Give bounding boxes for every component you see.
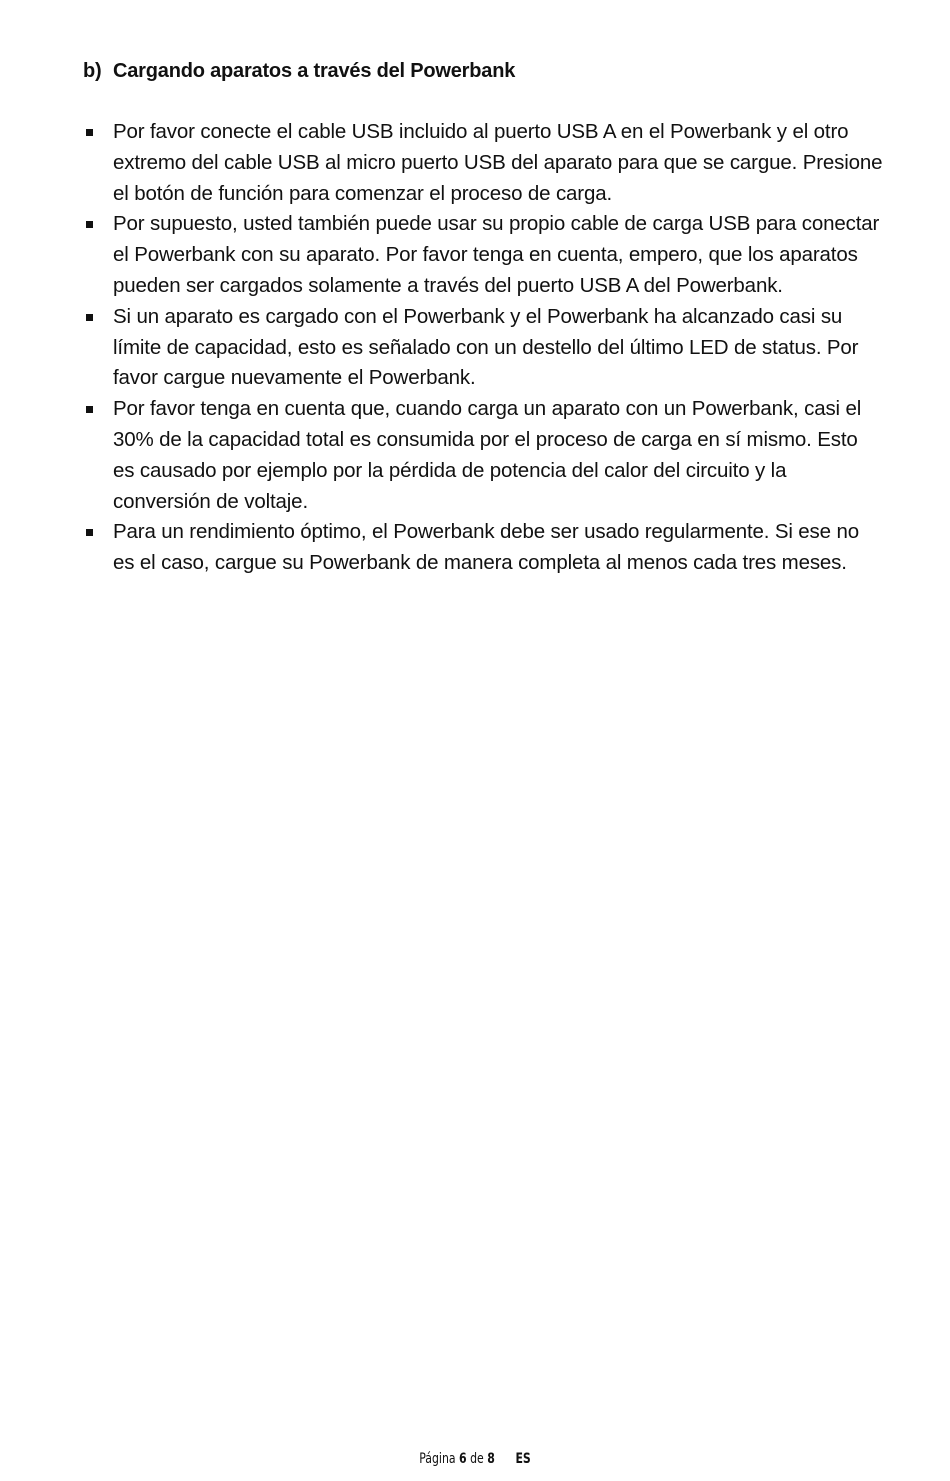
bullet-square-icon bbox=[86, 314, 93, 321]
bullet-list bbox=[83, 117, 883, 579]
current-page-number: 6 bbox=[459, 1451, 467, 1467]
section-heading bbox=[83, 56, 883, 87]
list-item-text: Para un rendimiento óptimo, el Powerbank debe ser usado regularmente. Si ese no es el caso, cargue su Powerbank de manera completa al menos cada tres meses. bbox=[113, 520, 859, 575]
list-item-text: Por favor conecte el cable USB incluido al puerto USB A en el Powerbank y el otro extremo del cable USB al micro puerto USB del aparato para que se cargue. Presione el botón de función para comenzar el proceso de carga. bbox=[113, 120, 883, 205]
page-label: Página bbox=[419, 1451, 456, 1467]
list-item bbox=[83, 517, 883, 579]
page-footer bbox=[105, 1449, 846, 1469]
list-item-text: Si un aparato es cargado con el Powerbank y el Powerbank ha alcanzado casi su límite de capacidad, esto es señalado con un destello del último LED de status. Por favor cargue nuevamente el Powerbank. bbox=[113, 304, 859, 390]
bullet-square-icon bbox=[86, 221, 93, 228]
of-label: de bbox=[470, 1451, 484, 1467]
list-item bbox=[83, 209, 883, 301]
list-item bbox=[83, 117, 883, 209]
section-title: Cargando aparatos a través del Powerbank bbox=[113, 60, 516, 82]
bullet-square-icon bbox=[86, 406, 93, 413]
list-item bbox=[83, 394, 883, 517]
total-pages-number: 8 bbox=[487, 1451, 495, 1467]
page-content bbox=[83, 56, 883, 579]
bullet-square-icon bbox=[86, 129, 93, 136]
language-code: ES bbox=[515, 1451, 531, 1467]
list-item-text: Por favor tenga en cuenta que, cuando carga un aparato con un Powerbank, casi el 30% de la capacidad total es consumida por el proceso de carga en sí mismo. Esto es causado por ejemplo por la pérdida de potencia del calor del circuito y la conversión de voltaje. bbox=[113, 397, 862, 513]
list-item bbox=[83, 302, 883, 394]
list-item-text: Por supuesto, usted también puede usar su propio cable de carga USB para conectar el Powerbank con su aparato. Por favor tenga en cuenta, empero, que los aparatos pueden ser cargados solamente a través del puerto USB A del Powerbank. bbox=[113, 212, 880, 297]
bullet-square-icon bbox=[86, 529, 93, 536]
section-marker: b) bbox=[83, 60, 102, 82]
